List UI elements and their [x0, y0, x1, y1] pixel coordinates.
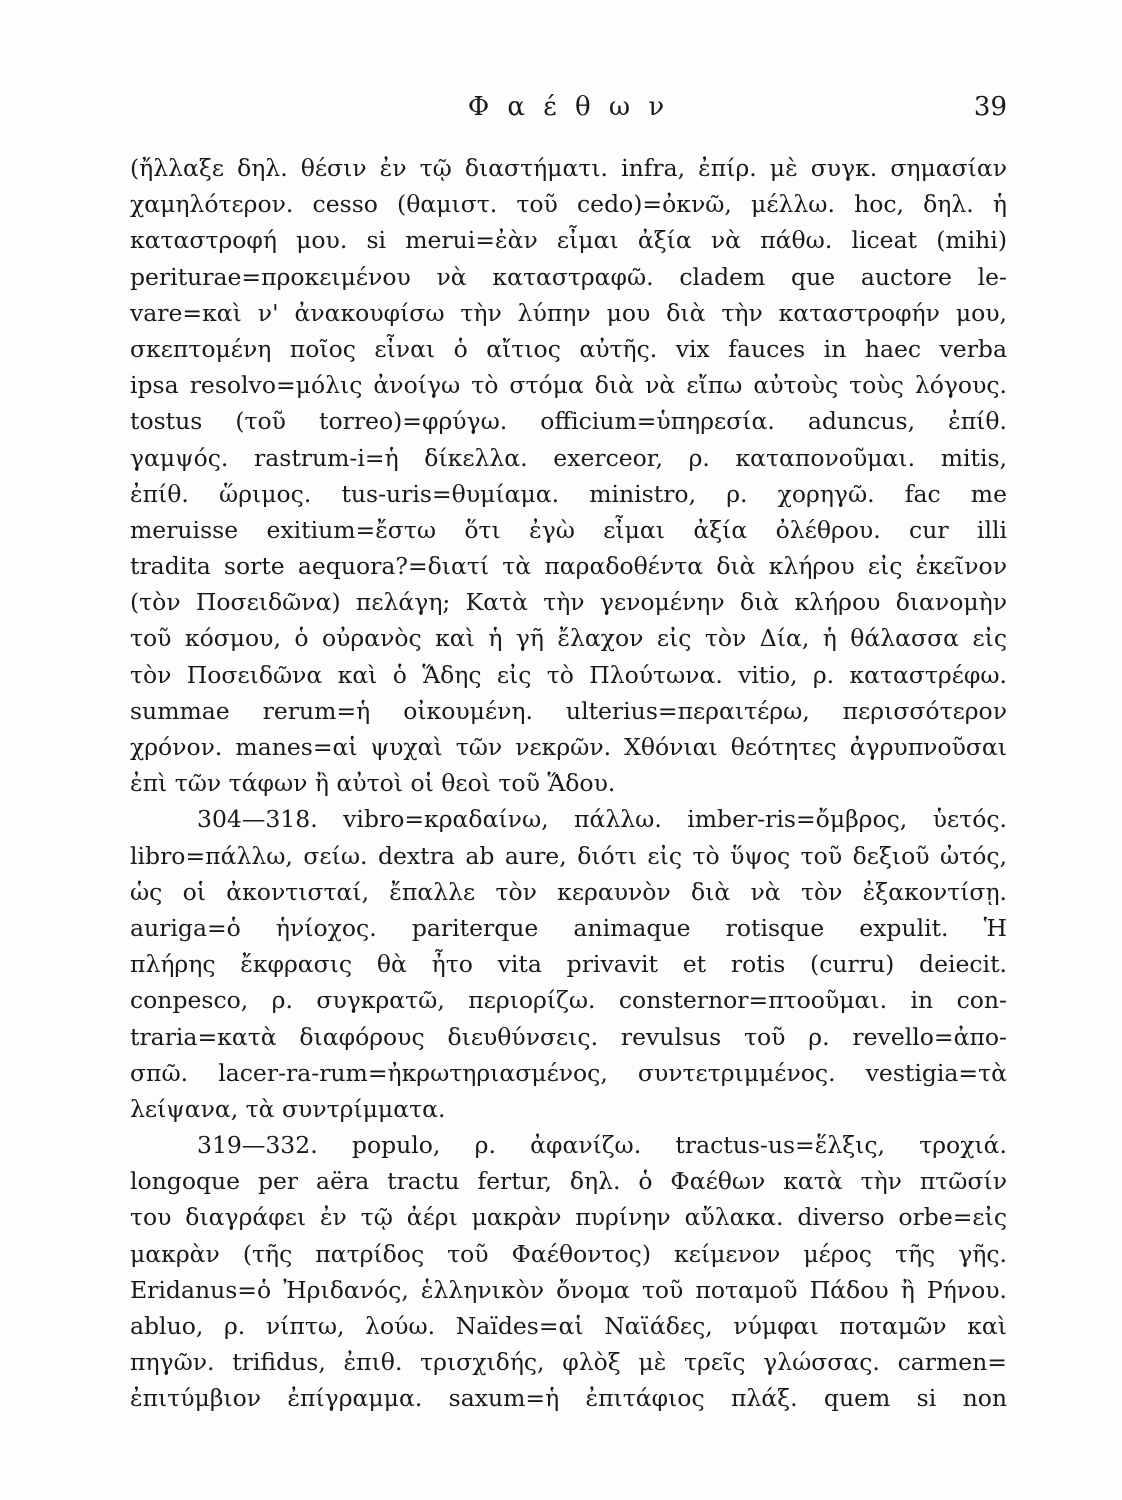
text-line: Eridanus=ὁ Ἠριδανός, ἑλληνικὸν ὄνομα τοῦ ποταμοῦ Πάδου ἢ Ρήνου. [130, 1275, 1007, 1304]
text-line: ἐπιτύμβιον ἐπίγραμμα. saxum=ἡ ἐπιτάφιος πλάξ. quem si non [130, 1384, 1007, 1413]
text-line: (τὸν Ποσειδῶνα) πελάγη; Κατὰ τὴν γενομένην διὰ κλήρου διανομὴν [130, 588, 1007, 617]
section-start-line: 304—318. vibro=κραδαίνω, πάλλω. imber-ris=ὄμβρος, ὑετός. [197, 805, 1007, 834]
text-line: abluo, ρ. νίπτω, λούω. Naïdes=αἱ Ναϊάδες, νύμφαι ποταμῶν καὶ [130, 1312, 1007, 1340]
text-line: ipsa resolvo=μόλις ἀνοίγω τὸ στόμα διὰ νὰ εἴπω αὐτοὺς τοὺς λόγους. [130, 371, 1007, 400]
running-head-title: Φ α έ θ ω ν [467, 92, 670, 122]
section-start-line: 319—332. populo, ρ. ἀφανίζω. tractus-us=ἕλξις, τροχιά. [197, 1131, 1007, 1160]
text-line: τὸν Ποσειδῶνα καὶ ὁ Ἅδης εἰς τὸ Πλούτωνα. vitio, ρ. καταστρέφω. [130, 660, 1007, 689]
text-line: ἐπὶ τῶν τάφων ἢ αὐτοὶ οἱ θεοὶ τοῦ Ἅδου. [130, 769, 616, 798]
text-line: σκεπτομένη ποῖος εἶναι ὁ αἴτιος αὐτῆς. vix fauces in haec verba [130, 334, 1007, 363]
text-line: tradita sorte aequora?=διατί τὰ παραδοθέντα διὰ κλήρου εἰς ἐκεῖνον [130, 552, 1007, 581]
text-line: ὡς οἱ ἀκοντισταί, ἔπαλλε τὸν κεραυνὸν διὰ νὰ τὸν ἐξακοντίσῃ. [130, 877, 1007, 906]
text-line: libro=πάλλω, σείω. dextra ab aure, διότι εἰς τὸ ὕψος τοῦ δεξιοῦ ὠτός, [130, 841, 1007, 870]
text-line: conpesco, ρ. συγκρατῶ, περιορίζω. consternor=πτοοῦμαι. in con- [130, 986, 1007, 1015]
text-line: tostus (τοῦ torreo)=φρύγω. officium=ὑπηρεσία. aduncus, ἐπίθ. [130, 407, 1007, 436]
text-line: traria=κατὰ διαφόρους διευθύνσεις. revulsus τοῦ ρ. revello=ἀπο- [130, 1022, 1007, 1051]
text-line: ἐπίθ. ὥριμος. tus-uris=θυμίαμα. ministro, ρ. χορηγῶ. fac me [130, 479, 1007, 508]
text-line: vare=καὶ ν' ἀνακουφίσω τὴν λύπην μου διὰ τὴν καταστροφήν μου, [130, 298, 1007, 327]
running-head [130, 92, 1007, 132]
text-line: γαμψός. rastrum-i=ἡ δίκελλα. exerceor, ρ. καταπονοῦμαι. mitis, [130, 443, 1007, 472]
text-line: καταστροφή μου. si merui=ἐὰν εἶμαι ἀξία νὰ πάθω. liceat (mihi) [130, 226, 1007, 255]
page-number: 39 [973, 92, 1007, 122]
text-line: summae rerum=ἡ οἰκουμένη. ulterius=περαιτέρω, περισσότερον [130, 696, 1007, 725]
text-line: meruisse exitium=ἔστω ὅτι ἐγὼ εἶμαι ἀξία ὀλέθρου. cur illi [130, 515, 1007, 544]
text-line: πλήρης ἔκφρασις θὰ ἦτο vita privavit et rotis (curru) deiecit. [130, 950, 1007, 979]
text-line: periturae=προκειμένου νὰ καταστραφῶ. cladem que auctore le- [130, 262, 1007, 291]
text-line: χρόνον. manes=αἱ ψυχαὶ τῶν νεκρῶν. Χθόνιαι θεότητες ἀγρυπνοῦσαι [130, 733, 1007, 761]
text-line: πηγῶν. trifidus, ἐπιθ. τρισχιδής, φλὸξ μὲ τρεῖς γλώσσας. carmen= [130, 1348, 1007, 1377]
text-line: λείψανα, τὰ συντρίμματα. [130, 1094, 446, 1123]
text-line: σπῶ. lacer-ra-rum=ἠκρωτηριασμένος, συντετριμμένος. vestigia=τὰ [130, 1058, 1007, 1087]
text-line: (ἤλλαξε δηλ. θέσιν ἐν τῷ διαστήματι. infra, ἐπίρ. μὲ συγκ. σημασίαν [130, 154, 1007, 182]
text-line: auriga=ὁ ἡνίοχος. pariterque animaque rotisque expulit. Ἡ [130, 913, 1007, 942]
text-line: του διαγράφει ἐν τῷ ἀέρι μακρὰν πυρίνην αὔλακα. diverso orbe=εἰς [130, 1203, 1007, 1232]
commentary-text [130, 150, 1007, 1417]
text-line: longoque per aëra tractu fertur, δηλ. ὁ Φαέθων κατὰ τὴν πτῶσίν [130, 1167, 1007, 1196]
text-line: χαμηλότερον. cesso (θαμιστ. τοῦ cedo)=ὀκνῶ, μέλλω. hoc, δηλ. ἡ [130, 190, 1007, 219]
text-line: τοῦ κόσμου, ὁ οὐρανὸς καὶ ἡ γῆ ἔλαχον εἰς τὸν Δία, ἡ θάλασσα εἰς [130, 624, 1007, 653]
text-line: μακρὰν (τῆς πατρίδος τοῦ Φαέθοντος) κείμενον μέρος τῆς γῆς. [130, 1239, 1007, 1268]
